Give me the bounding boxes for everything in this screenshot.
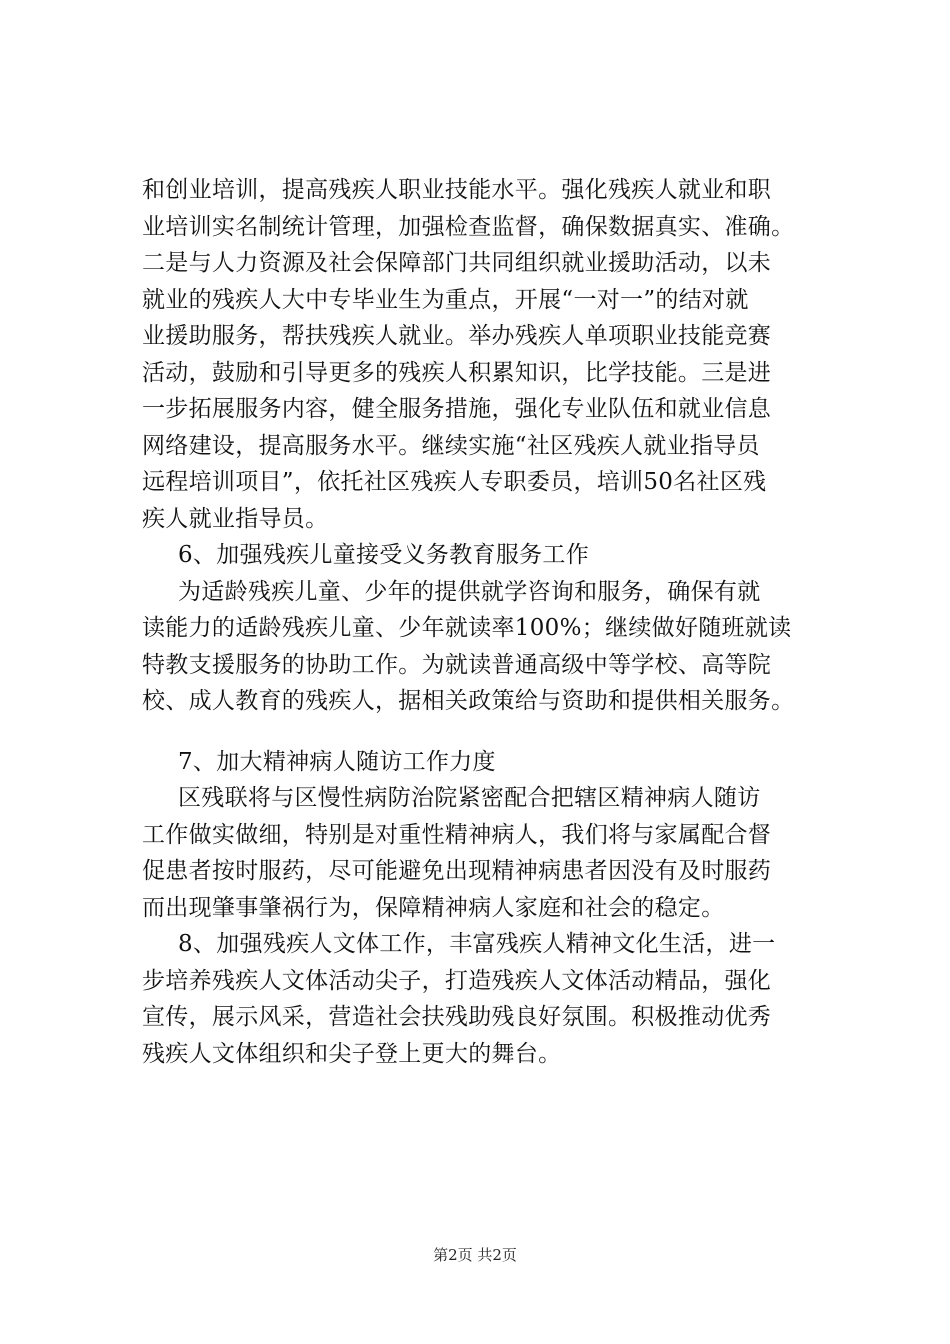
- heading-line: 7、加大精神病人随访工作力度: [178, 748, 496, 775]
- text-line: 活动，鼓励和引导更多的残疾人积累知识，比学技能。三是进: [142, 359, 772, 386]
- section-heading-7: [142, 744, 842, 781]
- text-line: 步培养残疾人文体活动尖子，打造残疾人文体活动精品，强化: [142, 967, 772, 994]
- paragraph-culture-sports: [142, 926, 842, 1072]
- text-line: 一步拓展服务内容，健全服务措施，强化专业队伍和就业信息: [142, 396, 772, 422]
- text-line: 残疾人文体组织和尖子登上更大的舞台。: [142, 1040, 562, 1067]
- text-line: 读能力的适龄残疾儿童、少年就读率100%；继续做好随班就读: [142, 615, 792, 641]
- text-line: 促患者按时服药，尽可能避免出现精神病患者因没有及时服药: [142, 858, 772, 884]
- text-line: 业援助服务，帮扶残疾人就业。举办残疾人单项职业技能竞赛: [142, 323, 772, 349]
- text-line: 网络建设，提高服务水平。继续实施“社区残疾人就业指导员: [142, 432, 760, 459]
- text-line: 就业的残疾人大中专毕业生为重点，开展“一对一”的结对就: [142, 286, 749, 313]
- text-line: 宣传，展示风采，营造社会扶残助残良好氛围。积极推动优秀: [142, 1004, 772, 1030]
- text-line: 而出现肇事肇祸行为，保障精神病人家庭和社会的稳定。: [142, 894, 725, 921]
- heading-line: 6、加强残疾儿童接受义务教育服务工作: [178, 542, 590, 568]
- text-line: 8、加强残疾人文体工作，丰富残疾人精神文化生活，进一: [178, 931, 776, 957]
- text-line: 二是与人力资源及社会保障部门共同组织就业援助活动，以未: [142, 250, 772, 276]
- text-line: 为适龄残疾儿童、少年的提供就学咨询和服务，确保有就: [178, 578, 761, 605]
- paragraph-compulsory-education: [142, 574, 842, 720]
- text-line: 特教支援服务的协助工作。为就读普通高级中等学校、高等院: [142, 651, 772, 678]
- text-line: 疾人就业指导员。: [142, 505, 329, 532]
- paragraph-spacer: [142, 720, 842, 744]
- page-number-footer: 第2页 共2页: [433, 1246, 517, 1264]
- text-line: 校、成人教育的残疾人，据相关政策给与资助和提供相关服务。: [142, 688, 795, 714]
- paragraph-mental-health-followup: [142, 780, 842, 926]
- paragraph-employment-training: [142, 172, 842, 537]
- text-line: 远程培训项目”，依托社区残疾人专职委员，培训50名社区残: [142, 469, 767, 495]
- text-line: 业培训实名制统计管理，加强检查监督，确保数据真实、准确。: [142, 213, 795, 240]
- section-heading-6: [142, 537, 842, 574]
- text-line: 和创业培训，提高残疾人职业技能水平。强化残疾人就业和职: [142, 177, 772, 203]
- document-body: [142, 172, 842, 1072]
- text-line: 区残联将与区慢性病防治院紧密配合把辖区精神病人随访: [178, 785, 761, 811]
- text-line: 工作做实做细，特别是对重性精神病人，我们将与家属配合督: [142, 821, 772, 848]
